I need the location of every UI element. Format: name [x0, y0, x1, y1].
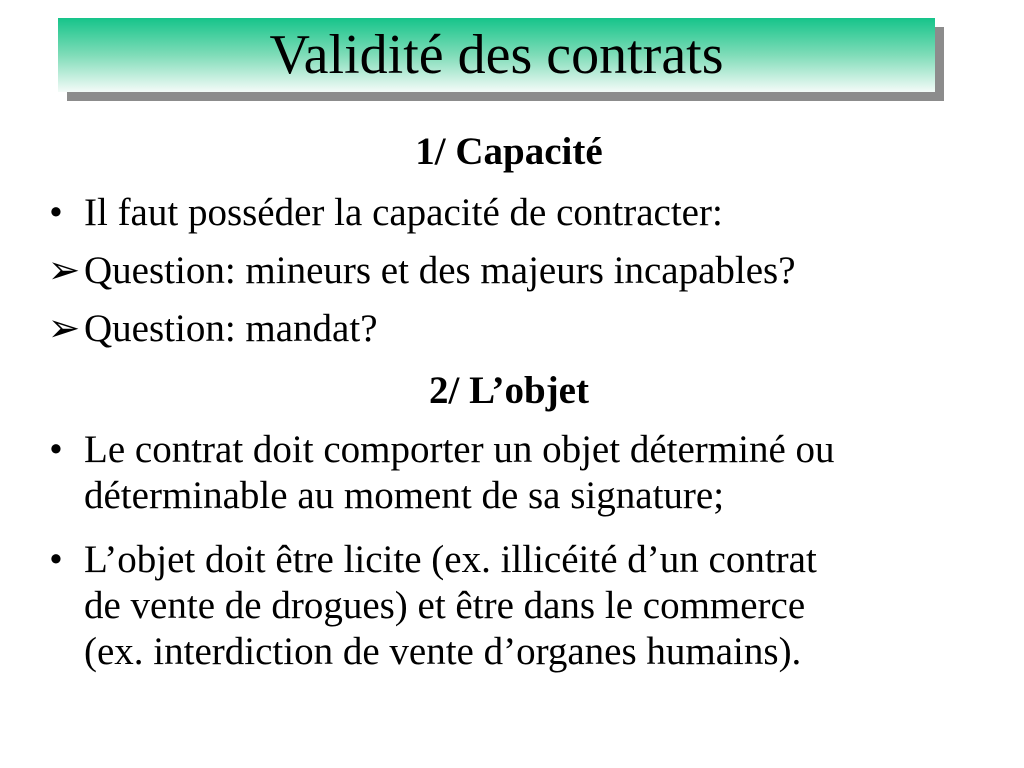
list-item-text [84, 427, 984, 519]
text-line: (ex. interdiction de vente d’organes humains). [84, 630, 802, 673]
list-item-text: Question: mineurs et des majeurs incapables? [84, 249, 796, 292]
text-line: de vente de drogues) et être dans le commerce [84, 584, 806, 627]
bullet-icon: • [49, 428, 63, 471]
text-line: Le contrat doit comporter un objet déterminé ou [84, 428, 835, 471]
section-heading-objet: 2/ L’objet [429, 369, 589, 412]
list-item-text: Question: mandat? [84, 307, 378, 350]
slide-title: Validité des contrats [269, 24, 724, 86]
bullet-icon: • [49, 538, 63, 581]
arrow-bullet-icon: ➢ [47, 249, 81, 292]
list-item-text: Il faut posséder la capacité de contracter: [84, 191, 723, 234]
section-heading-capacite: 1/ Capacité [415, 130, 603, 173]
bullet-icon: • [49, 191, 63, 234]
list-item-text [84, 537, 984, 675]
arrow-bullet-icon: ➢ [47, 307, 81, 350]
text-line: déterminable au moment de sa signature; [84, 474, 725, 517]
text-line: L’objet doit être licite (ex. illicéité d’un contrat [84, 538, 817, 581]
